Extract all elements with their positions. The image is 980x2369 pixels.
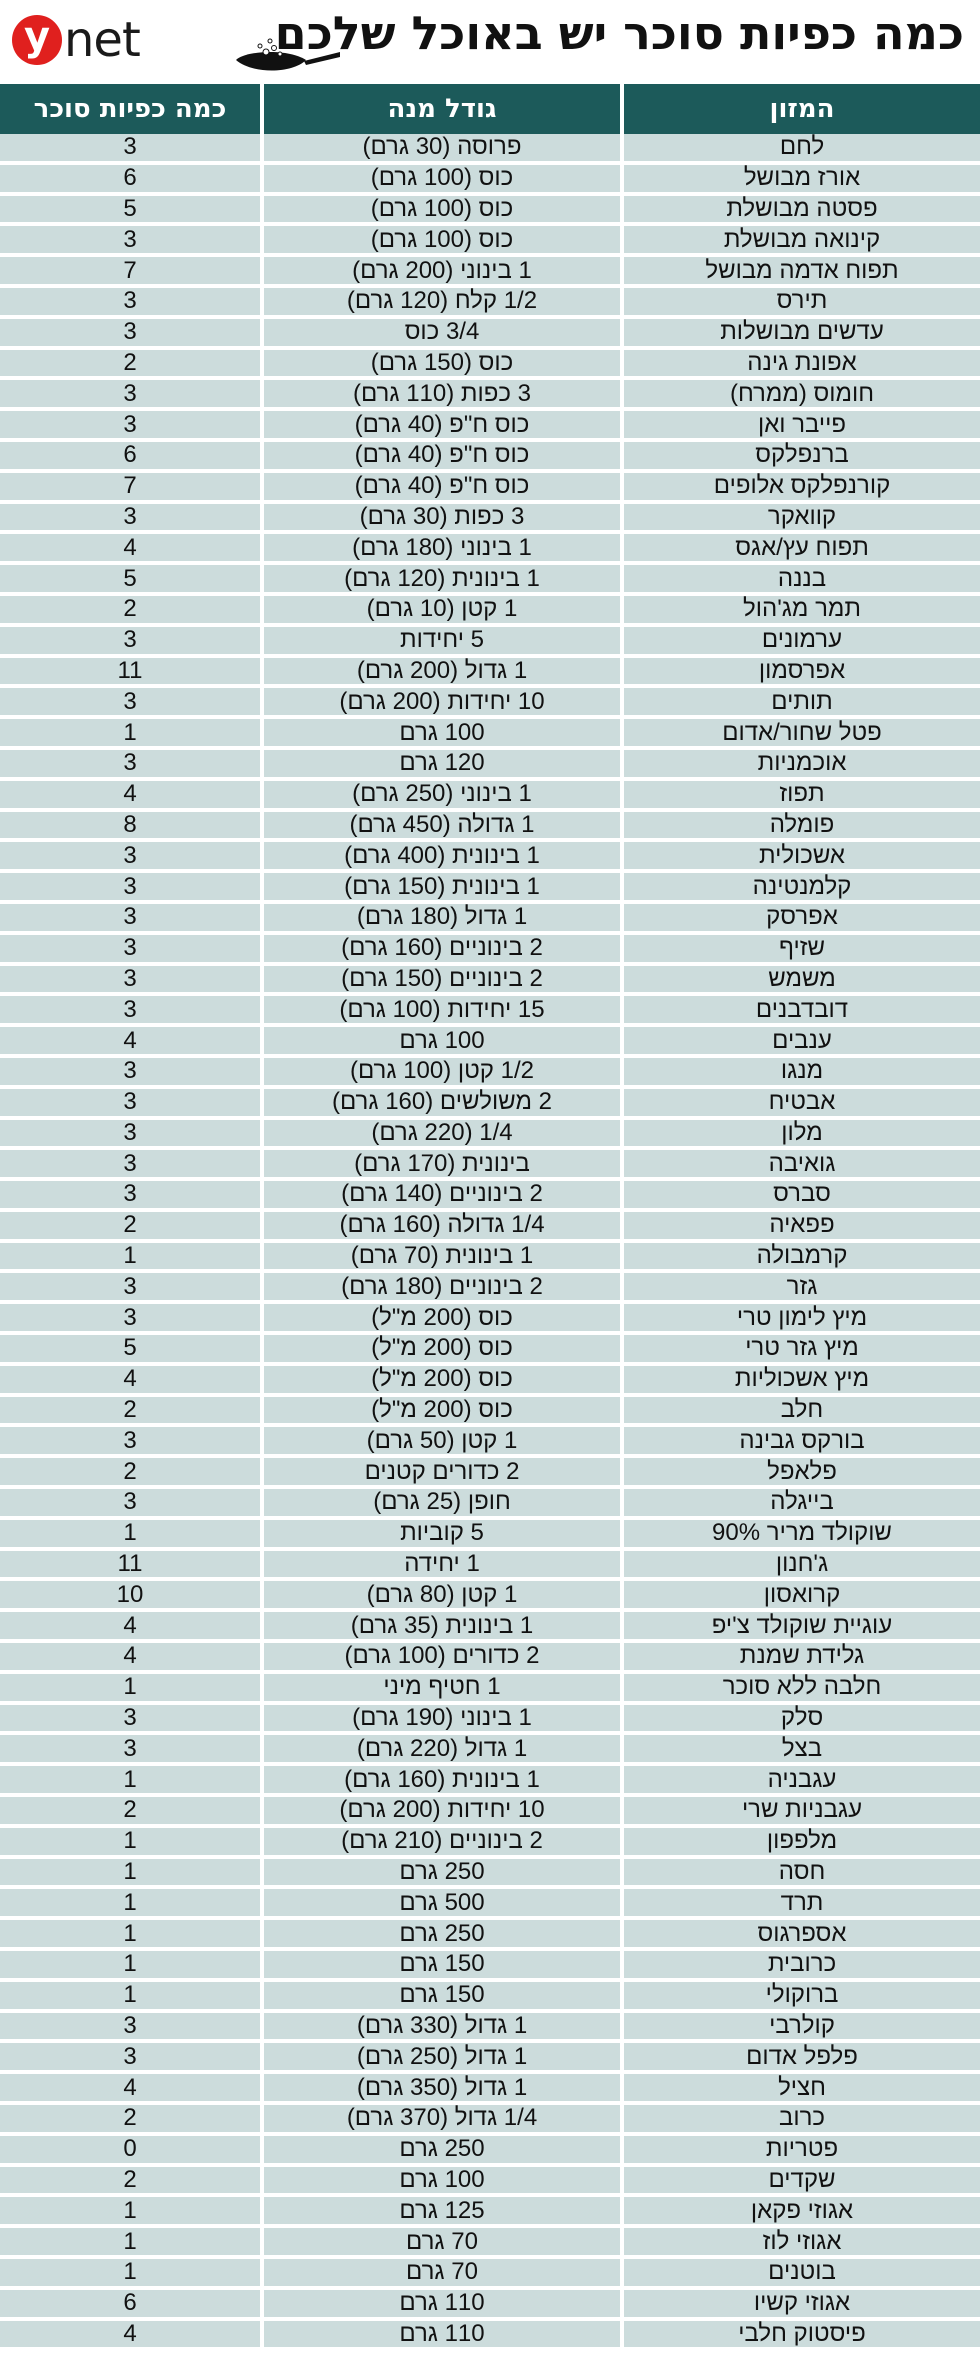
food-cell: תפוז — [622, 779, 980, 810]
table-row — [0, 871, 980, 902]
sugar-cell: 11 — [0, 1549, 262, 1580]
sugar-cell: 3 — [0, 871, 262, 902]
table-row — [0, 902, 980, 933]
sugar-cell: 2 — [0, 2103, 262, 2134]
page-header — [0, 0, 980, 84]
table-row — [0, 1579, 980, 1610]
table-row — [0, 502, 980, 533]
food-cell: לחם — [622, 134, 980, 163]
table-row — [0, 1148, 980, 1179]
column-header-food: המזון — [622, 84, 980, 134]
portion-cell: פרוסה (30 גרם) — [262, 134, 622, 163]
portion-cell: 1 בינונית (35 גרם) — [262, 1610, 622, 1641]
food-cell: פלאפל — [622, 1456, 980, 1487]
table-row — [0, 532, 980, 563]
table-row — [0, 286, 980, 317]
food-cell: פפאיה — [622, 1210, 980, 1241]
table-row — [0, 1672, 980, 1703]
portion-cell: 250 גרם — [262, 1857, 622, 1888]
sugar-cell: 1 — [0, 1826, 262, 1857]
table-row — [0, 1980, 980, 2011]
table-row — [0, 1949, 980, 1980]
table-row — [0, 1302, 980, 1333]
table-row — [0, 625, 980, 656]
food-cell: אגוזי פקאן — [622, 2195, 980, 2226]
table-row — [0, 563, 980, 594]
sugar-cell: 3 — [0, 224, 262, 255]
table-row — [0, 656, 980, 687]
food-cell: ברנפלקס — [622, 440, 980, 471]
portion-cell: 2 בינוניים (180 גרם) — [262, 1271, 622, 1302]
sugar-cell: 4 — [0, 532, 262, 563]
table-header-row — [0, 84, 980, 134]
food-cell: חסה — [622, 1857, 980, 1888]
portion-cell: כוס (100 גרם) — [262, 224, 622, 255]
food-cell: סברס — [622, 1179, 980, 1210]
portion-cell: 1 בינוני (180 גרם) — [262, 532, 622, 563]
table-row — [0, 224, 980, 255]
portion-cell: 15 יחידות (100 גרם) — [262, 994, 622, 1025]
food-cell: פסטה מבושלת — [622, 194, 980, 225]
sugar-cell: 8 — [0, 810, 262, 841]
table-row — [0, 1518, 980, 1549]
portion-cell: 1 בינוני (250 גרם) — [262, 779, 622, 810]
sugar-cell: 7 — [0, 471, 262, 502]
table-row — [0, 1549, 980, 1580]
table-row — [0, 163, 980, 194]
food-cell: תירס — [622, 286, 980, 317]
table-row — [0, 779, 980, 810]
table-row — [0, 378, 980, 409]
portion-cell: 110 גרם — [262, 2288, 622, 2319]
table-row — [0, 1857, 980, 1888]
food-cell: תפוח אדמה מבושל — [622, 255, 980, 286]
food-cell: אגוזי לוז — [622, 2226, 980, 2257]
food-cell: קינואה מבושלת — [622, 224, 980, 255]
logo-letter: y — [12, 15, 62, 65]
logo-word: net — [64, 12, 140, 68]
column-header-portion: גודל מנה — [262, 84, 622, 134]
food-cell: בננה — [622, 563, 980, 594]
food-cell: מנגו — [622, 1056, 980, 1087]
portion-cell: 1 בינונית (120 גרם) — [262, 563, 622, 594]
sugar-cell: 3 — [0, 1056, 262, 1087]
portion-cell: 70 גרם — [262, 2257, 622, 2288]
portion-cell: 10 יחידות (200 גרם) — [262, 686, 622, 717]
portion-cell: כוס ח"פ (40 גרם) — [262, 409, 622, 440]
table-row — [0, 1733, 980, 1764]
food-cell: דובדבנים — [622, 994, 980, 1025]
portion-cell: 1 גדול (180 גרם) — [262, 902, 622, 933]
portion-cell: 10 יחידות (200 גרם) — [262, 1795, 622, 1826]
portion-cell: 1 בינונית (70 גרם) — [262, 1241, 622, 1272]
sugar-cell: 4 — [0, 2319, 262, 2350]
portion-cell: 150 גרם — [262, 1949, 622, 1980]
portion-cell: 1 יחידה — [262, 1549, 622, 1580]
sugar-cell: 1 — [0, 1672, 262, 1703]
portion-cell: כוס ח"פ (40 גרם) — [262, 471, 622, 502]
food-cell: מלפפון — [622, 1826, 980, 1857]
food-cell: מיץ גזר טרי — [622, 1333, 980, 1364]
food-cell: ענבים — [622, 1025, 980, 1056]
sugar-cell: 1 — [0, 1241, 262, 1272]
food-cell: בוטנים — [622, 2257, 980, 2288]
food-cell: חלב — [622, 1395, 980, 1426]
sugar-cell: 3 — [0, 1425, 262, 1456]
sugar-cell: 2 — [0, 1795, 262, 1826]
food-cell: שזיף — [622, 933, 980, 964]
table-row — [0, 1118, 980, 1149]
table-row — [0, 2165, 980, 2196]
sugar-cell: 1 — [0, 1980, 262, 2011]
food-cell: מיץ אשכוליות — [622, 1364, 980, 1395]
sugar-cell: 1 — [0, 1887, 262, 1918]
portion-cell: 1 גדול (220 גרם) — [262, 1733, 622, 1764]
portion-cell: כוס (200 מ"ל) — [262, 1364, 622, 1395]
table-row — [0, 2257, 980, 2288]
sugar-cell: 3 — [0, 502, 262, 533]
portion-cell: חופן (25 גרם) — [262, 1487, 622, 1518]
portion-cell: 1/4 גדולה (160 גרם) — [262, 1210, 622, 1241]
table-row — [0, 1826, 980, 1857]
ynet-logo[interactable] — [12, 10, 140, 70]
sugar-cell: 3 — [0, 902, 262, 933]
food-cell: פייבר ואן — [622, 409, 980, 440]
portion-cell: 110 גרם — [262, 2319, 622, 2350]
food-cell: גלידת שמנת — [622, 1641, 980, 1672]
table-body — [0, 134, 980, 2349]
food-cell: פיסטוק חלבי — [622, 2319, 980, 2350]
portion-cell: 250 גרם — [262, 1918, 622, 1949]
food-cell: חומוס (ממרח) — [622, 378, 980, 409]
food-cell: תפוח עץ/אגס — [622, 532, 980, 563]
portion-cell: כוס (200 מ"ל) — [262, 1395, 622, 1426]
portion-cell: 150 גרם — [262, 1980, 622, 2011]
sugar-cell: 6 — [0, 2288, 262, 2319]
sugar-cell: 5 — [0, 194, 262, 225]
sugar-cell: 1 — [0, 1918, 262, 1949]
sugar-cell: 3 — [0, 840, 262, 871]
food-cell: כרובית — [622, 1949, 980, 1980]
portion-cell: 500 גרם — [262, 1887, 622, 1918]
sugar-cell: 11 — [0, 656, 262, 687]
food-cell: אשכולית — [622, 840, 980, 871]
portion-cell: 100 גרם — [262, 1025, 622, 1056]
table-row — [0, 2103, 980, 2134]
table-row — [0, 2011, 980, 2042]
sugar-cell: 2 — [0, 2165, 262, 2196]
food-cell: בייגלה — [622, 1487, 980, 1518]
table-row — [0, 471, 980, 502]
table-row — [0, 594, 980, 625]
food-cell: פטריות — [622, 2134, 980, 2165]
sugar-cell: 3 — [0, 686, 262, 717]
portion-cell: 5 יחידות — [262, 625, 622, 656]
table-row — [0, 1333, 980, 1364]
table-row — [0, 2226, 980, 2257]
table-row — [0, 1425, 980, 1456]
sugar-cell: 3 — [0, 1179, 262, 1210]
food-cell: עוגיית שוקולד צ'יפ — [622, 1610, 980, 1641]
sugar-cell: 3 — [0, 1148, 262, 1179]
table-row — [0, 1641, 980, 1672]
portion-cell: 1 גדול (250 גרם) — [262, 2041, 622, 2072]
sugar-cell: 1 — [0, 2257, 262, 2288]
page-title: כמה כפיות סוכר יש באוכל שלכם — [274, 6, 964, 60]
table-row — [0, 1795, 980, 1826]
portion-cell: 2 משולשים (160 גרם) — [262, 1087, 622, 1118]
sugar-cell: 1 — [0, 2226, 262, 2257]
food-cell: קרמבולה — [622, 1241, 980, 1272]
table-row — [0, 717, 980, 748]
food-cell: קרואסון — [622, 1579, 980, 1610]
portion-cell: 1 גדול (200 גרם) — [262, 656, 622, 687]
food-cell: בורקס גבינה — [622, 1425, 980, 1456]
portion-cell: 3 כפות (110 גרם) — [262, 378, 622, 409]
food-cell: עגבניה — [622, 1764, 980, 1795]
portion-cell: 1 בינוני (190 גרם) — [262, 1703, 622, 1734]
table-row — [0, 964, 980, 995]
food-cell: קורנפלקס אלופים — [622, 471, 980, 502]
portion-cell: 2 כדורים קטנים — [262, 1456, 622, 1487]
table-row — [0, 348, 980, 379]
sugar-cell: 4 — [0, 1610, 262, 1641]
sugar-cell: 3 — [0, 1271, 262, 1302]
sugar-cell: 1 — [0, 1949, 262, 1980]
sugar-cell: 3 — [0, 134, 262, 163]
portion-cell: 100 גרם — [262, 717, 622, 748]
sugar-cell: 3 — [0, 1703, 262, 1734]
portion-cell: 2 בינוניים (160 גרם) — [262, 933, 622, 964]
portion-cell: 100 גרם — [262, 2165, 622, 2196]
table-row — [0, 686, 980, 717]
table-row — [0, 1703, 980, 1734]
sugar-cell: 3 — [0, 964, 262, 995]
portion-cell: 1/4 גדול (370 גרם) — [262, 2103, 622, 2134]
sugar-cell: 3 — [0, 933, 262, 964]
food-cell: פטל שחור/אדום — [622, 717, 980, 748]
portion-cell: 1 חטיף מיני — [262, 1672, 622, 1703]
food-cell: כרוב — [622, 2103, 980, 2134]
sugar-cell: 3 — [0, 286, 262, 317]
portion-cell: 3/4 כוס — [262, 317, 622, 348]
food-cell: תותים — [622, 686, 980, 717]
food-cell: ג'חנון — [622, 1549, 980, 1580]
food-cell: אספרגוס — [622, 1918, 980, 1949]
portion-cell: 2 בינוניים (210 גרם) — [262, 1826, 622, 1857]
food-cell: גואיבה — [622, 1148, 980, 1179]
sugar-cell: 5 — [0, 563, 262, 594]
portion-cell: 1 בינונית (400 גרם) — [262, 840, 622, 871]
portion-cell: 1 בינונית (150 גרם) — [262, 871, 622, 902]
table-row — [0, 1056, 980, 1087]
food-cell: עדשים מבושלות — [622, 317, 980, 348]
table-row — [0, 748, 980, 779]
table-row — [0, 1271, 980, 1302]
portion-cell: כוס ח"פ (40 גרם) — [262, 440, 622, 471]
table-row — [0, 2041, 980, 2072]
food-cell: אפרסמון — [622, 656, 980, 687]
food-cell: אפונת גינה — [622, 348, 980, 379]
table-row — [0, 810, 980, 841]
sugar-cell: 7 — [0, 255, 262, 286]
table-row — [0, 1764, 980, 1795]
food-cell: פלפל אדום — [622, 2041, 980, 2072]
table-row — [0, 2072, 980, 2103]
food-cell: מיץ לימון טרי — [622, 1302, 980, 1333]
food-cell: שקדים — [622, 2165, 980, 2196]
sugar-cell: 3 — [0, 409, 262, 440]
table-row — [0, 1210, 980, 1241]
food-cell: עגבניות שרי — [622, 1795, 980, 1826]
sugar-cell: 3 — [0, 994, 262, 1025]
portion-cell: 1 קטן (80 גרם) — [262, 1579, 622, 1610]
table-row — [0, 1918, 980, 1949]
food-cell: ערמונים — [622, 625, 980, 656]
portion-cell: כוס (100 גרם) — [262, 163, 622, 194]
sugar-cell: 1 — [0, 1857, 262, 1888]
table-row — [0, 1179, 980, 1210]
sugar-cell: 2 — [0, 594, 262, 625]
sugar-cell: 4 — [0, 1641, 262, 1672]
table-row — [0, 2134, 980, 2165]
portion-cell: 5 קוביות — [262, 1518, 622, 1549]
table-row — [0, 2288, 980, 2319]
table-row — [0, 440, 980, 471]
portion-cell: 1 גדול (330 גרם) — [262, 2011, 622, 2042]
table-row — [0, 409, 980, 440]
table-row — [0, 1364, 980, 1395]
portion-cell: 250 גרם — [262, 2134, 622, 2165]
sugar-cell: 6 — [0, 163, 262, 194]
food-cell: חציל — [622, 2072, 980, 2103]
table-row — [0, 194, 980, 225]
table-row — [0, 1487, 980, 1518]
food-cell: קלמנטינה — [622, 871, 980, 902]
portion-cell: 1 קטן (50 גרם) — [262, 1425, 622, 1456]
portion-cell: 2 בינוניים (150 גרם) — [262, 964, 622, 995]
portion-cell: כוס (200 מ"ל) — [262, 1333, 622, 1364]
table-row — [0, 1610, 980, 1641]
table-row — [0, 1241, 980, 1272]
food-cell: אפרסק — [622, 902, 980, 933]
food-cell: משמש — [622, 964, 980, 995]
portion-cell: 1 גדולה (450 גרם) — [262, 810, 622, 841]
portion-cell: 1 קטן (10 גרם) — [262, 594, 622, 625]
food-cell: מלון — [622, 1118, 980, 1149]
sugar-cell: 3 — [0, 1087, 262, 1118]
table-row — [0, 317, 980, 348]
table-row — [0, 134, 980, 163]
table-row — [0, 933, 980, 964]
sugar-cell: 5 — [0, 1333, 262, 1364]
portion-cell: 2 בינוניים (140 גרם) — [262, 1179, 622, 1210]
table-row — [0, 1087, 980, 1118]
sugar-cell: 3 — [0, 1118, 262, 1149]
food-cell: פומלה — [622, 810, 980, 841]
food-cell: אגוזי קשיו — [622, 2288, 980, 2319]
portion-cell: 1 גדול (350 גרם) — [262, 2072, 622, 2103]
portion-cell: 1 בינונית (160 גרם) — [262, 1764, 622, 1795]
sugar-cell: 4 — [0, 2072, 262, 2103]
portion-cell: 1/2 קטן (100 גרם) — [262, 1056, 622, 1087]
food-cell: קוואקר — [622, 502, 980, 533]
sugar-cell: 2 — [0, 1210, 262, 1241]
food-cell: בצל — [622, 1733, 980, 1764]
sugar-cell: 4 — [0, 1025, 262, 1056]
food-cell: חלבה ללא סוכר — [622, 1672, 980, 1703]
sugar-cell: 2 — [0, 1456, 262, 1487]
table-row — [0, 2195, 980, 2226]
portion-cell: 1/2 קלח (120 גרם) — [262, 286, 622, 317]
sugar-cell: 3 — [0, 317, 262, 348]
portion-cell: כוס (150 גרם) — [262, 348, 622, 379]
table-row — [0, 994, 980, 1025]
food-cell: תמר מג'הול — [622, 594, 980, 625]
column-header-sugar: כמה כפיות סוכר — [0, 84, 262, 134]
table-row — [0, 1395, 980, 1426]
food-cell: שוקולד מריר 90% — [622, 1518, 980, 1549]
table-row — [0, 2319, 980, 2350]
sugar-cell: 3 — [0, 2011, 262, 2042]
table-row — [0, 1025, 980, 1056]
sugar-cell: 1 — [0, 1764, 262, 1795]
table-row — [0, 255, 980, 286]
table-row — [0, 1887, 980, 1918]
portion-cell: 120 גרם — [262, 748, 622, 779]
sugar-cell: 6 — [0, 440, 262, 471]
sugar-cell: 2 — [0, 348, 262, 379]
portion-cell: 70 גרם — [262, 2226, 622, 2257]
food-cell: ברוקולי — [622, 1980, 980, 2011]
food-cell: גזר — [622, 1271, 980, 1302]
sugar-cell: 4 — [0, 779, 262, 810]
sugar-cell: 3 — [0, 1487, 262, 1518]
portion-cell: כוס (200 מ"ל) — [262, 1302, 622, 1333]
sugar-cell: 3 — [0, 1733, 262, 1764]
sugar-cell: 1 — [0, 2195, 262, 2226]
sugar-cell: 3 — [0, 1302, 262, 1333]
sugar-cell: 3 — [0, 378, 262, 409]
food-cell: אוכמניות — [622, 748, 980, 779]
food-cell: אבטיח — [622, 1087, 980, 1118]
portion-cell: כוס (100 גרם) — [262, 194, 622, 225]
sugar-cell: 3 — [0, 625, 262, 656]
table-row — [0, 1456, 980, 1487]
food-cell: אורז מבושל — [622, 163, 980, 194]
food-cell: קולרבי — [622, 2011, 980, 2042]
food-cell: סלק — [622, 1703, 980, 1734]
portion-cell: 1/4 (220 גרם) — [262, 1118, 622, 1149]
portion-cell: בינונית (170 גרם) — [262, 1148, 622, 1179]
sugar-cell: 2 — [0, 1395, 262, 1426]
portion-cell: 2 כדורים (100 גרם) — [262, 1641, 622, 1672]
portion-cell: 1 בינוני (200 גרם) — [262, 255, 622, 286]
table-row — [0, 840, 980, 871]
sugar-cell: 3 — [0, 748, 262, 779]
sugar-cell: 0 — [0, 2134, 262, 2165]
sugar-cell: 1 — [0, 717, 262, 748]
sugar-cell: 3 — [0, 2041, 262, 2072]
portion-cell: 3 כפות (30 גרם) — [262, 502, 622, 533]
food-cell: תרד — [622, 1887, 980, 1918]
portion-cell: 125 גרם — [262, 2195, 622, 2226]
sugar-cell: 10 — [0, 1579, 262, 1610]
sugar-cell: 4 — [0, 1364, 262, 1395]
sugar-cell: 1 — [0, 1518, 262, 1549]
sugar-table — [0, 84, 980, 2351]
